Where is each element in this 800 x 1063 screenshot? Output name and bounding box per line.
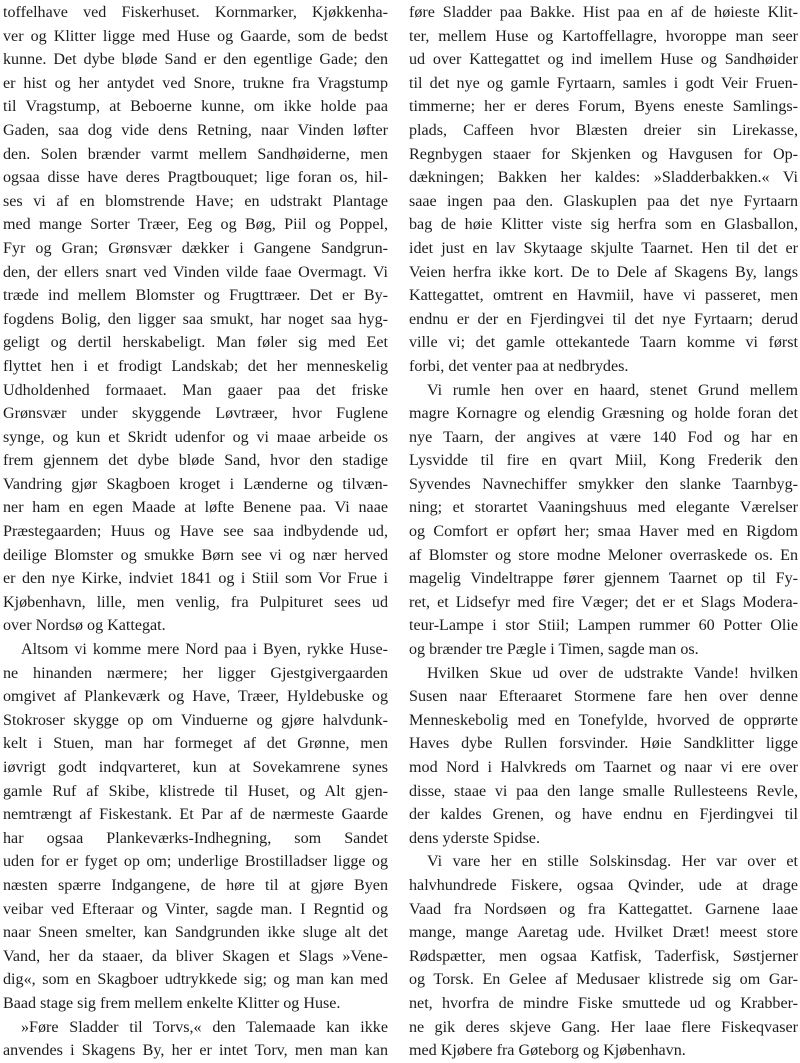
text-line: Vand, her da staaer, da bliver Skagen et Slags »Vene- — [3, 947, 388, 965]
text-line: af Blomster og store modne Meloner overraskede os. En — [409, 546, 798, 564]
text-line: ses vi af en blomstrende Have; en udstrakt Plantage — [3, 192, 388, 210]
text-line: gamle Ruf af Skibe, klistrede til Huset, og Alt gjen- — [3, 782, 388, 800]
text-line: iøvrigt godt indqvarteret, kun at Sovekamrene synes — [3, 759, 388, 776]
text-line: ning; et storartet Vaaningshuus med elegante Værelser — [409, 499, 798, 517]
text-line: ud over Kattegattet og ind imellem Huse og Sandhøider — [409, 51, 798, 69]
text-line: Vi vare her en stille Solskinsdag. Her var over et — [427, 853, 798, 871]
text-line: synge, og kun et Skridt udenfor og vi maae arbeide os — [3, 428, 388, 446]
text-line: kelt i Stuen, man har formeget af det Grønne, men — [3, 735, 388, 753]
text-line: Vandring gjør Skagboen kroget i Lænderne og tilvæn- — [3, 475, 388, 493]
text-line: Udholdenhed formaaet. Man gaaer paa det friske — [3, 381, 388, 399]
text-line: halvhundrede Fiskere, ogsaa Qvinder, ude at drage — [409, 876, 798, 894]
text-line: Baad stage sig frem mellem enkelte Klitter og Huse. — [3, 994, 341, 1012]
text-line: ogsaa disse have deres Pragtbouquet; lige foran os, hil- — [3, 169, 388, 187]
text-line: forbi, det venter paa at nedbrydes. — [409, 357, 629, 375]
text-line: og brænder tre Pægle i Timen, sagde man os. — [409, 641, 699, 659]
text-line: med Kjøbere fra Gøteborg og Kjøbenhavn. — [409, 1042, 686, 1060]
text-line: uden for er fyget op om; underlige Brostilladser ligge og — [3, 853, 388, 871]
text-line: ter, mellem Huse og Kartoffellagre, hvoroppe man seer — [409, 27, 798, 45]
text-line: magelig Vindeltrappe fører gjennem Taarnet op til Fy- — [409, 570, 798, 588]
text-column-right — [409, 0, 798, 1060]
text-line: Præstegaarden; Huus og Have see saa indbydende ud, — [3, 523, 388, 541]
text-line: ver og Klitter ligge med Huse og Gaarde, som de bedst — [3, 27, 388, 45]
text-line: ville vi; det gamle ottekantede Taarn komme vi først — [409, 334, 798, 352]
text-line: toffelhave ved Fiskerhuset. Kornmarker, Kjøkkenha- — [3, 4, 388, 21]
text-line: mange, mange Aaretag ude. Hvilket Dræt! meest store — [409, 924, 798, 942]
text-line: føre Sladder paa Bakke. Hist paa en af de høieste Klit- — [409, 4, 798, 21]
text-line: deilige Blomster og smukke Børn see vi og nær herved — [3, 546, 388, 564]
text-line: Vaad fra Nordsøen og fra Kattegattet. Garnene laae — [409, 900, 798, 918]
text-line: er den nye Kirke, indviet 1841 og i Stiil som Vor Frue i — [3, 570, 388, 588]
text-line: Lysvidde til fire en qvart Miil, Kong Frederik den — [409, 452, 798, 470]
text-line: Grønsvær under skyggende Løvtræer, hvor Fuglene — [3, 405, 388, 423]
text-line: ne hinanden nærmere; her ligger Gjestgivergaarden — [3, 664, 388, 682]
text-line: træde ind mellem Blomster og Frugttræer. Det er By- — [3, 287, 388, 305]
text-line: Hvilken Skue ud over de udstrakte Vande! hvilken — [427, 664, 798, 682]
text-line: bag de høie Klitter viste sig herfra som en Glasballon, — [409, 216, 798, 234]
text-line: den. Solen brænder varmt mellem Sandhøiderne, men — [3, 145, 388, 163]
text-line: veibar ved Efteraar og Vinter, sagde man. I Regntid og — [3, 900, 388, 918]
text-line: over Nordsø og Kattegat. — [3, 617, 166, 635]
text-line: kunne. Det dybe bløde Sand er den egentlige Gade; den — [3, 51, 388, 69]
text-line: Vi rumle hen over en haard, stenet Grund mellem — [427, 381, 798, 399]
text-column-left — [3, 0, 388, 1060]
text-line: timmerne; her er deres Forum, Byens eneste Samlings- — [409, 98, 798, 116]
text-line: »Føre Sladder til Torvs,« den Talemaade kan ikke — [21, 1018, 388, 1036]
text-line: Menneskebolig med en Tonefylde, hvorved de opprørte — [409, 711, 798, 729]
text-line: Fyr og Gran; Grønsvær dækker i Gangene Sandgrun- — [3, 239, 388, 257]
text-line: disse, staae vi paa den lange smalle Rullesteens Revle, — [409, 782, 798, 800]
text-line: omgivet af Plankeværk og Have, Træer, Hyldebuske og — [3, 688, 388, 706]
text-line: ne gik deres skjeve Gang. Her laae flere Fiskeqvaser — [409, 1018, 798, 1036]
text-line: til Vragstump, at Beboerne kunne, om ikke holde paa — [3, 98, 388, 116]
text-line: saae ingen paa den. Glaskuplen paa det nye Fyrtaarn — [409, 192, 798, 210]
text-line: dig«, som en Skagboer udtrykkede sig; og man kan med — [3, 971, 388, 989]
text-line: flyttet hen i et frodigt Landskab; det her menneskelig — [3, 357, 388, 375]
text-line: magre Kornagre og elendig Græsning og holde foran det — [409, 405, 798, 423]
text-line: teur-Lampe i stor Stiil; Lampen rummer 60 Potter Olie — [409, 617, 798, 635]
text-line: Kjøbenhavn, lille, men venlig, fra Pulpituret sees ud — [3, 593, 388, 611]
text-line: endnu er der en Fjerdingvei til det nye Fyrtaarn; derud — [409, 310, 798, 328]
text-line: Veien herfra ikke kort. De to Dele af Skagens By, langs — [409, 263, 798, 281]
text-line: fogdens Bolig, den ligger saa smukt, har noget saa hyg- — [3, 310, 388, 328]
text-line: Kattegattet, omtrent en Havmiil, have vi passeret, men — [409, 287, 798, 305]
text-line: ret, et Lidsefyr med fire Væger; det er et Slags Modera- — [409, 593, 798, 611]
text-line: næsten spærre Indgangene, de høre til at gjøre Byen — [3, 876, 388, 894]
text-line: den, der ellers snart ved Vinden vilde faae Overmagt. Vi — [3, 263, 388, 281]
text-line: har ogsaa Plankeværks-Indhegning, som Sandet — [3, 829, 388, 847]
text-line: Syvendes Navnechiffer smykker den slanke Taarnbyg- — [409, 475, 798, 493]
text-line: nye Taarn, der angives at være 140 Fod og har en — [409, 428, 798, 446]
text-line: dens yderste Spidse. — [409, 829, 540, 847]
text-line: geligt og dertil herskabeligt. Man føler sig med Eet — [3, 334, 388, 352]
text-line: nemtrængt af Fiskestank. Et Par af de nærmeste Gaarde — [3, 806, 388, 824]
text-line: Haves dybe Rullen forsvinder. Høie Sandklitter ligge — [409, 735, 798, 753]
text-line: plads, Caffeen hvor Blæsten dreier sin Lirekasse, — [409, 121, 798, 139]
text-line: Stokroser skygge op om Vinduerne og gjøre halvdunk- — [3, 711, 388, 729]
text-line: frem gjennem det dybe bløde Sand, hvor den stadige — [3, 452, 388, 470]
text-line: Gaden, saa dog vide dens Retning, naar Vinden løfter — [3, 121, 388, 139]
text-line: og Comfort er opført her; smaa Haver med en Rigdom — [409, 523, 798, 541]
text-line: Regnbygen staaer for Skjenken og Havgusen for Op- — [409, 145, 798, 163]
text-line: til det nye og gamle Fyrtaarn, samles i godt Veir Fruen- — [409, 74, 798, 92]
text-line: Susen naar Efteraaret Stormene fare hen over denne — [409, 688, 798, 706]
text-line: Altsom vi komme mere Nord paa i Byen, rykke Huse- — [21, 641, 388, 659]
text-line: der kaldes Grenen, og have endnu en Fjerdingvei til — [409, 806, 798, 824]
text-line: og Torsk. En Gelee af Medusaer klistrede sig om Gar- — [409, 971, 798, 989]
text-line: anvendes i Skagens By, her er intet Torv, men man kan — [3, 1042, 388, 1060]
text-line: mod Nord i Halvkreds om Taarnet og naar vi ere over — [409, 759, 798, 776]
text-line: dækningen; Bakken her kaldes: »Sladderbakken.« Vi — [409, 169, 798, 187]
text-line: med mange Sorter Træer, Eeg og Bøg, Piil og Poppel, — [3, 216, 388, 234]
text-line: ner ham en egen Maade at løfte Benene paa. Vi naae — [3, 499, 388, 517]
text-line: net, hvorfra de mindre Fiske smuttede ud og Krabber- — [409, 994, 798, 1012]
text-line: er hist og her antydet ved Snore, trukne fra Vragstump — [3, 74, 388, 92]
text-line: idet just en lav Skytaage skjulte Taarnet. Hen til det er — [409, 239, 798, 257]
text-line: Rødspætter, men ogsaa Katfisk, Taderfisk, Søstjerner — [409, 947, 798, 965]
text-line: naar Sneen smelter, kan Sandgrunden ikke sluge alt det — [3, 924, 388, 942]
